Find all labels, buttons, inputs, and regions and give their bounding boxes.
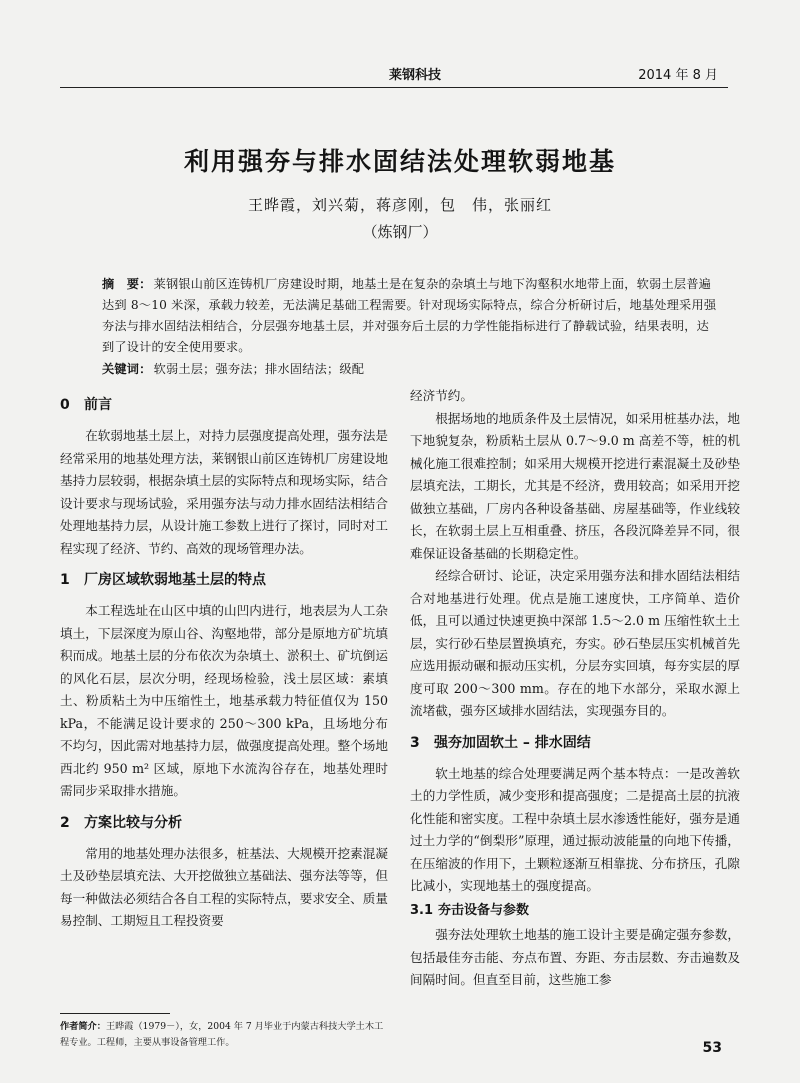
section-2-paragraph-1: 常用的地基处理办法很多，桩基法、大规模开挖素混凝土及砂垫层填充法、大开挖做独立基础法、强夯法等等，但每一种做法必须结合各自工程的实际特点，要求安全、质量易控制、工期短且工程投资要: [60, 845, 388, 928]
journal-name: 莱钢科技: [388, 68, 441, 83]
section-heading-1: 1 厂房区域软弱地基土层的特点: [60, 572, 266, 588]
right-column: [410, 385, 740, 992]
author-footnote: [60, 1019, 390, 1051]
keywords-label: 关键词：: [102, 362, 152, 376]
subsection-heading-3-1: 3.1 夯击设备与参数: [410, 902, 530, 918]
section-0-paragraph: 在软弱地基土层上，对持力层强度提高处理，强夯法是经常采用的地基处理方法，莱钢银山前区连铸机厂房建设地基持力层较弱，根据杂填土层的实际特点和现场实际，结合设计要求与现场试验，采用强夯法与动力排水固结法相结合处理地基持力层，从设计施工参数上进行了探讨，同时对工程实现了经济、节约、高效的现场管理办法。: [60, 428, 388, 556]
abstract-paragraph: [102, 274, 720, 358]
author-list: 王晔霞，刘兴菊，蒋彦刚，包 伟，张丽红: [247, 196, 552, 214]
page-number: 53: [702, 1040, 722, 1056]
keywords-text: 软弱土层；强夯法；排水固结法；级配: [153, 362, 365, 376]
section-3-paragraph: 软土地基的综合处理要满足两个基本特点：一是改善软土的力学性质，减少变形和提高强度；二是提高土层的抗液化性能和密实度。工程中杂填土层水渗透性能好，强夯是通过土力学的“倒梨形”原理，通过振动波能量的向地下传播，在压缩波的作用下，土颗粒逐渐互相靠拢、分布挤压，孔隙比减小，实现地基土的强度提高。: [410, 765, 740, 893]
section-2-paragraph-3: 经综合研讨、论证，决定采用强夯法和排水固结法相结合对地基进行处理。优点是施工速度快，工序简单、造价低，且可以通过快速更换中深部 1.5～2.0 m 压缩性软土土层，实行砂石垫层置换填充，夯实。砂石垫层压实机械首先应选用振动碾和振动压实机，分层夯实回填，每夯实层的厚度可取 200～300 mm。存在的地下水部分，采取水源上流堵截，强夯区域排水固结法，实现强夯目的。: [410, 568, 740, 718]
keywords-line: [102, 359, 720, 380]
section-2-paragraph-2: 根据场地的地质条件及土层情况，如采用桩基办法，地下地貌复杂，粉质粘土层从 0.7～9.0 m 高差不等，桩的机械化施工很难控制；如采用大规模开挖进行素混凝土及砂垫层填充法，工期长，尤其是不经济，费用较高；如采用开挖做独立基础，厂房内各种设备基础、房屋基础等，作业线较长，在软弱土层上互相重叠、挤压，各段沉降差异不同，很难保证设备基础的长期稳定性。: [410, 410, 740, 561]
abstract-label: 摘 要：: [102, 277, 152, 291]
section-heading-0: 0 前言: [60, 397, 112, 413]
subsection-3-1-paragraph: 强夯法处理软土地基的施工设计主要是确定强夯参数，包括最佳夯击能、夯点布置、夯距、夯击层数、夯击遍数及间隔时间。但直至目前，这些施工参: [410, 927, 740, 987]
abstract-block: [102, 274, 720, 380]
section-1-paragraph: 本工程选址在山区中填的山凹内进行，地表层为人工杂填土，下层深度为原山谷、沟壑地带，部分是原地方矿坑填积而成。地基土层的分布依次为杂填土、淤积土、矿坑倒运的风化石层，层次分明，经现场检验，浅土层区域：素填土、粉质粘土为中压缩性土，地基承载力特征值仅为 150 kPa，不能满足设计要求的 250～300 kPa，且场地分布不均匀，因此需对地基持力层，做强度提高处理。整个场地西北约 950 m² 区域，原地下水流沟谷存在，地基处理时需同步采取排水措施。: [60, 603, 388, 798]
affiliation: （炼钢厂）: [362, 223, 438, 241]
abstract-text: 莱钢银山前区连铸机厂房建设时期，地基土是在复杂的杂填土与地下沟壑积水地带上面，软弱土层普遍达到 8～10 米深，承载力较差，无法满足基础工程需要。针对现场实际特点，综合分析研讨后，地基处理采用强夯法与排水固结法相结合，分层强夯地基土层，并对强夯后土层的力学性能指标进行了静载试验，结果表明，达到了设计的安全使用要求。: [102, 277, 717, 354]
header-rule: [60, 87, 728, 88]
left-column: [60, 385, 388, 933]
section-2-paragraph-1-continued: 经济节约。: [410, 388, 473, 403]
footnote-text: 王晔霞（1979－），女，2004 年 7 月毕业于内蒙古科技大学土木工程专业。工程师，主要从事设备管理工作。: [60, 1021, 384, 1048]
footnote-label: 作者简介：: [60, 1021, 106, 1032]
section-heading-3: 3 强夯加固软土 – 排水固结: [410, 734, 591, 751]
issue-date: 2014 年 8 月: [638, 68, 718, 83]
article-title: 利用强夯与排水固结法处理软弱地基: [183, 147, 616, 176]
footnote-rule: [60, 1013, 170, 1014]
section-heading-2: 2 方案比较与分析: [60, 814, 182, 831]
